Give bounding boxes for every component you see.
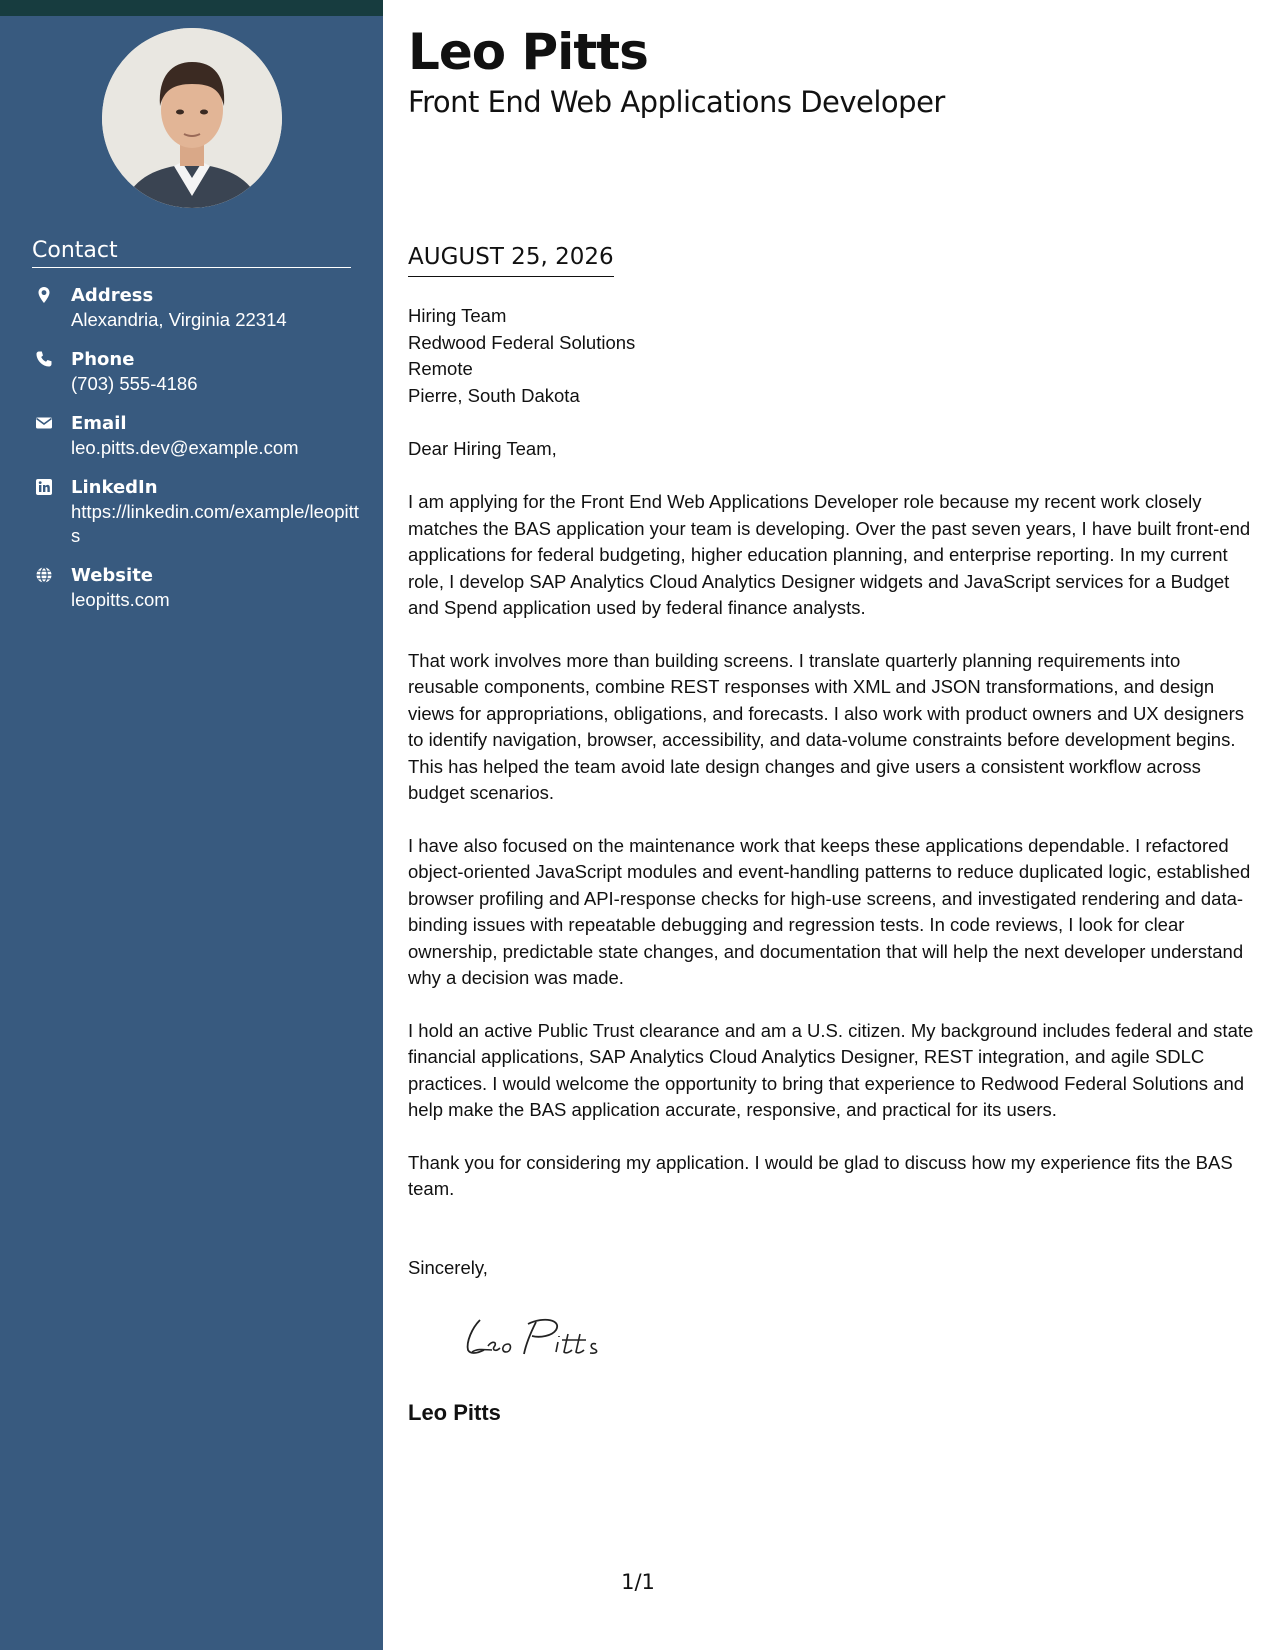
signer-name: Leo Pitts: [408, 1400, 501, 1425]
salutation: Dear Hiring Team,: [408, 438, 557, 459]
contact-label-address: Address: [71, 285, 154, 306]
contact-item-website: [32, 564, 362, 612]
contact-label-email: Email: [71, 413, 127, 434]
recipient-line: Redwood Federal Solutions: [408, 331, 636, 353]
contact-label-linkedin: LinkedIn: [71, 477, 158, 498]
contact-item-address: [32, 284, 362, 332]
recipient-block: [408, 303, 635, 409]
contact-item-linkedin: [32, 476, 362, 548]
body-paragraph: That work involves more than building screens. I translate quarterly planning requirements into reusable components, combine REST responses with XML and JSON transformations, and design views for appropriations, obligations, and forecasts. I also work with product owners and UX designers to identify navigation, browser, accessibility, and data-volume constraints before development begins. This has helped the team avoid late design changes and give users a consistent workflow across budget scenarios.: [408, 649, 1245, 803]
email-link[interactable]: leo.pitts.dev@example.com: [71, 437, 299, 458]
contact-heading: Contact: [32, 238, 351, 268]
contact-item-email: [32, 412, 362, 460]
page-number: 1/1: [621, 1570, 655, 1594]
handwritten-signature: [458, 1310, 628, 1362]
contact-label-website: Website: [71, 565, 154, 586]
contact-value-phone: (703) 555-4186: [71, 373, 198, 394]
body-paragraph: Thank you for considering my application. I would be glad to discuss how my experience fits the BAS team.: [408, 1151, 1233, 1199]
recipient-line: Remote: [408, 358, 473, 379]
contact-value-address: Alexandria, Virginia 22314: [71, 309, 287, 330]
contact-item-phone: [32, 348, 362, 396]
phone-icon: [35, 350, 53, 368]
map-pin-icon: [35, 286, 53, 304]
body-paragraph: I hold an active Public Trust clearance and am a U.S. citizen. My background includes federal and state financial applications, SAP Analytics Cloud Analytics Designer, REST integration, and agile SDLC practices. I would welcome the opportunity to bring that experience to Redwood Federal Solutions and help make the BAS application accurate, responsive, and practical for its users.: [408, 1019, 1254, 1120]
sidebar: [0, 0, 383, 1650]
globe-icon: [35, 566, 53, 584]
profile-photo: [102, 28, 282, 208]
sidebar-top-bar: [0, 0, 383, 16]
body-paragraph: I have also focused on the maintenance work that keeps these applications dependable. I refactored object-oriented JavaScript modules and event-handling patterns to reduce duplicated logic, established browser profiling and API-response checks for high-use screens, and investigated rendering and data-binding issues with repeatable debugging and regression tests. In code reviews, I look for clear ownership, predictable state changes, and documentation that will help the next developer understand why a decision was made.: [408, 834, 1251, 988]
letter-date: AUGUST 25, 2026: [408, 244, 614, 277]
recipient-line: Pierre, South Dakota: [408, 384, 580, 406]
linkedin-link[interactable]: https://linkedin.com/example/leopitts: [71, 501, 359, 546]
closing: Sincerely,: [408, 1257, 488, 1278]
job-title: Front End Web Applications Developer: [408, 85, 945, 119]
contact-label-phone: Phone: [71, 349, 135, 370]
letter-body: [408, 489, 1254, 1229]
website-link[interactable]: leopitts.com: [71, 589, 170, 610]
contact-list: [32, 284, 362, 628]
linkedin-icon: [35, 478, 53, 496]
signature-image: [458, 1310, 628, 1362]
recipient-line: Hiring Team: [408, 305, 507, 326]
envelope-icon: [35, 414, 53, 432]
applicant-name: Leo Pitts: [408, 23, 648, 81]
profile-photo-illustration: [102, 28, 282, 208]
body-paragraph: I am applying for the Front End Web Applications Developer role because my recent work closely matches the BAS application your team is developing. Over the past seven years, I have built front-end applications for federal budgeting, higher education planning, and enterprise reporting. In my current role, I develop SAP Analytics Cloud Analytics Designer widgets and JavaScript services for a Budget and Spend application used by federal finance analysts.: [408, 491, 1251, 618]
